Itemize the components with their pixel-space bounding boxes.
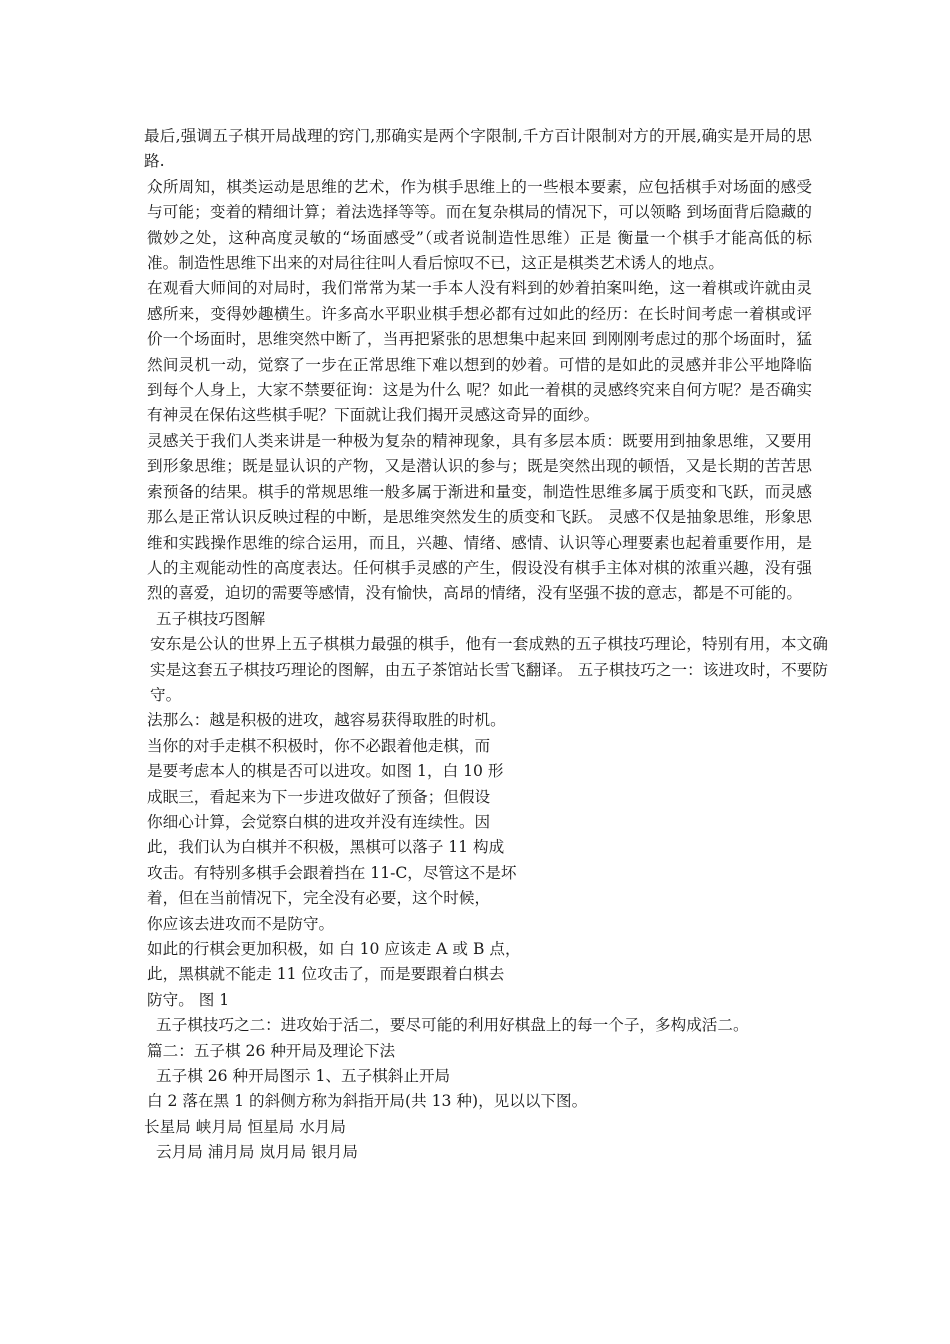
section-heading-gomoku-tips: 五子棋技巧图解 [156,609,266,628]
text-line: 着，但在当前情况下，完全没有必要，这个时候， [147,889,491,908]
paragraph-anton-theory: 安东是公认的世界上五子棋棋力最强的棋手，他有一套成熟的五子棋技巧理论，特别有用，本文确实是这套五子棋技巧理论的图解，由五子茶馆站长雪飞翻译。 五子棋技巧之一：该进攻时，不要防守。 [150,635,828,704]
paragraph-thinking-art: 众所周知，棋类运动是思维的艺术，作为棋手思维上的一些根本要素，应包括棋手对场面的感受与可能；变着的精细计算；着法选择等等。而在复杂棋局的情况下，可以领略 到场面背后隐藏的微妙之处，这种高度灵敏的“场面感受”（或者说制造性思维）正是 衡量一个棋手才能高低的标准。制造性思维下出来的对局往往叫人看后惊叹不已，这正是棋类艺术诱人的地点。 [147,177,812,273]
text-line: 你应该去进攻而不是防守。 [147,914,335,933]
figure-caption: 防守。 图 1 [147,990,230,1009]
text-line: 如此的行棋会更加积极，如 白 10 应该走 A 或 B 点， [147,940,521,958]
paragraph-inspiration: 灵感关于我们人类来讲是一种极为复杂的精神现象，具有多层本质：既要用到抽象思维，又要用到形象思维；既是显认识的产物，又是潜认识的参与；既是突然出现的顿悟，又是长期的苦苦思索预备的结果。棋手的常规思维一般多属于渐进和量变，制造性思维多属于质变和飞跃，而灵感那么是正常认识反映过程的中断，是思维突然发生的质变和飞跃。 灵感不仅是抽象思维，形象思维和实践操作思维的综合运用，而且，兴趣、情绪、感情、认识等心理要素也起着重要作用，是人的主观能动性的高度表达。任何棋手灵感的产生，假设没有棋手主体对棋的浓重兴趣，没有强烈的喜爱，迫切的需要等感情，没有愉快，高昂的情绪，没有坚强不拔的意志，都是不可能的。 [147,431,812,603]
text-line: 此，黑棋就不能走 11 位攻击了，而是要跟着白棋去 [147,965,505,984]
opening-names-list-2: 云月局 浦月局 岚月局 银月局 [156,1143,358,1162]
paragraph-tip-two: 五子棋技巧之二：进攻始于活二，要尽可能的利用好棋盘上的每一个子，多构成活二。 [156,1016,749,1035]
document-body [144,124,828,1166]
paragraph-opening-diagram: 五子棋 26 种开局图示 1、五子棋斜止开局 [156,1067,451,1086]
figure-1-description [144,708,537,1013]
text-line: 法那么：越是积极的进攻，越容易获得取胜的时机。 [147,711,506,730]
text-line: 攻击。有特别多棋手会跟着挡在 11-C，尽管这不是坏 [147,863,517,882]
paragraph-opening-strategy: 最后,强调五子棋开局战理的窍门,那确实是两个字限制,千方百计限制对方的开展,确实是开局的思路. [144,127,812,171]
text-line: 你细心计算，会觉察白棋的进攻并没有连续性。因 [147,812,491,831]
paragraph-master-games: 在观看大师间的对局时，我们常常为某一手本人没有料到的妙着拍案叫绝，这一着棋或许就由灵感所来，变得妙趣横生。许多高水平职业棋手想必都有过如此的经历：在长时间考虑一着棋或评价一个场面时，思维突然中断了，当再把紧张的思想集中起来回 到刚刚考虑过的那个场面时，猛然间灵机一动，觉察了一步在正常思维下难以想到的妙着。可惜的是如此的灵感并非公平地降临到每个人身上，大家不禁要征询：这是为什么 呢？如此一着棋的灵感终究来自何方呢？是否确实有神灵在保佑这些棋手呢？下面就让我们揭开灵感这奇异的面纱。 [147,279,812,425]
section-heading-26-openings: 篇二：五子棋 26 种开局及理论下法 [147,1041,396,1060]
text-line: 当你的对手走棋不积极时，你不必跟着他走棋，而 [147,736,491,755]
text-line: 此，我们认为白棋并不积极，黑棋可以落子 11 构成 [147,838,505,857]
text-line: 是要考虑本人的棋是否可以进攻。如图 1，白 10 形 [147,762,504,781]
opening-names-list-1: 长星局 峡月局 恒星局 水月局 [144,1117,346,1136]
text-line: 成眠三，看起来为下一步进攻做好了预备；但假设 [147,787,491,806]
paragraph-diagonal-opening: 白 2 落在黑 1 的斜侧方称为斜指开局(共 13 种)，见以以下图。 [147,1092,588,1111]
